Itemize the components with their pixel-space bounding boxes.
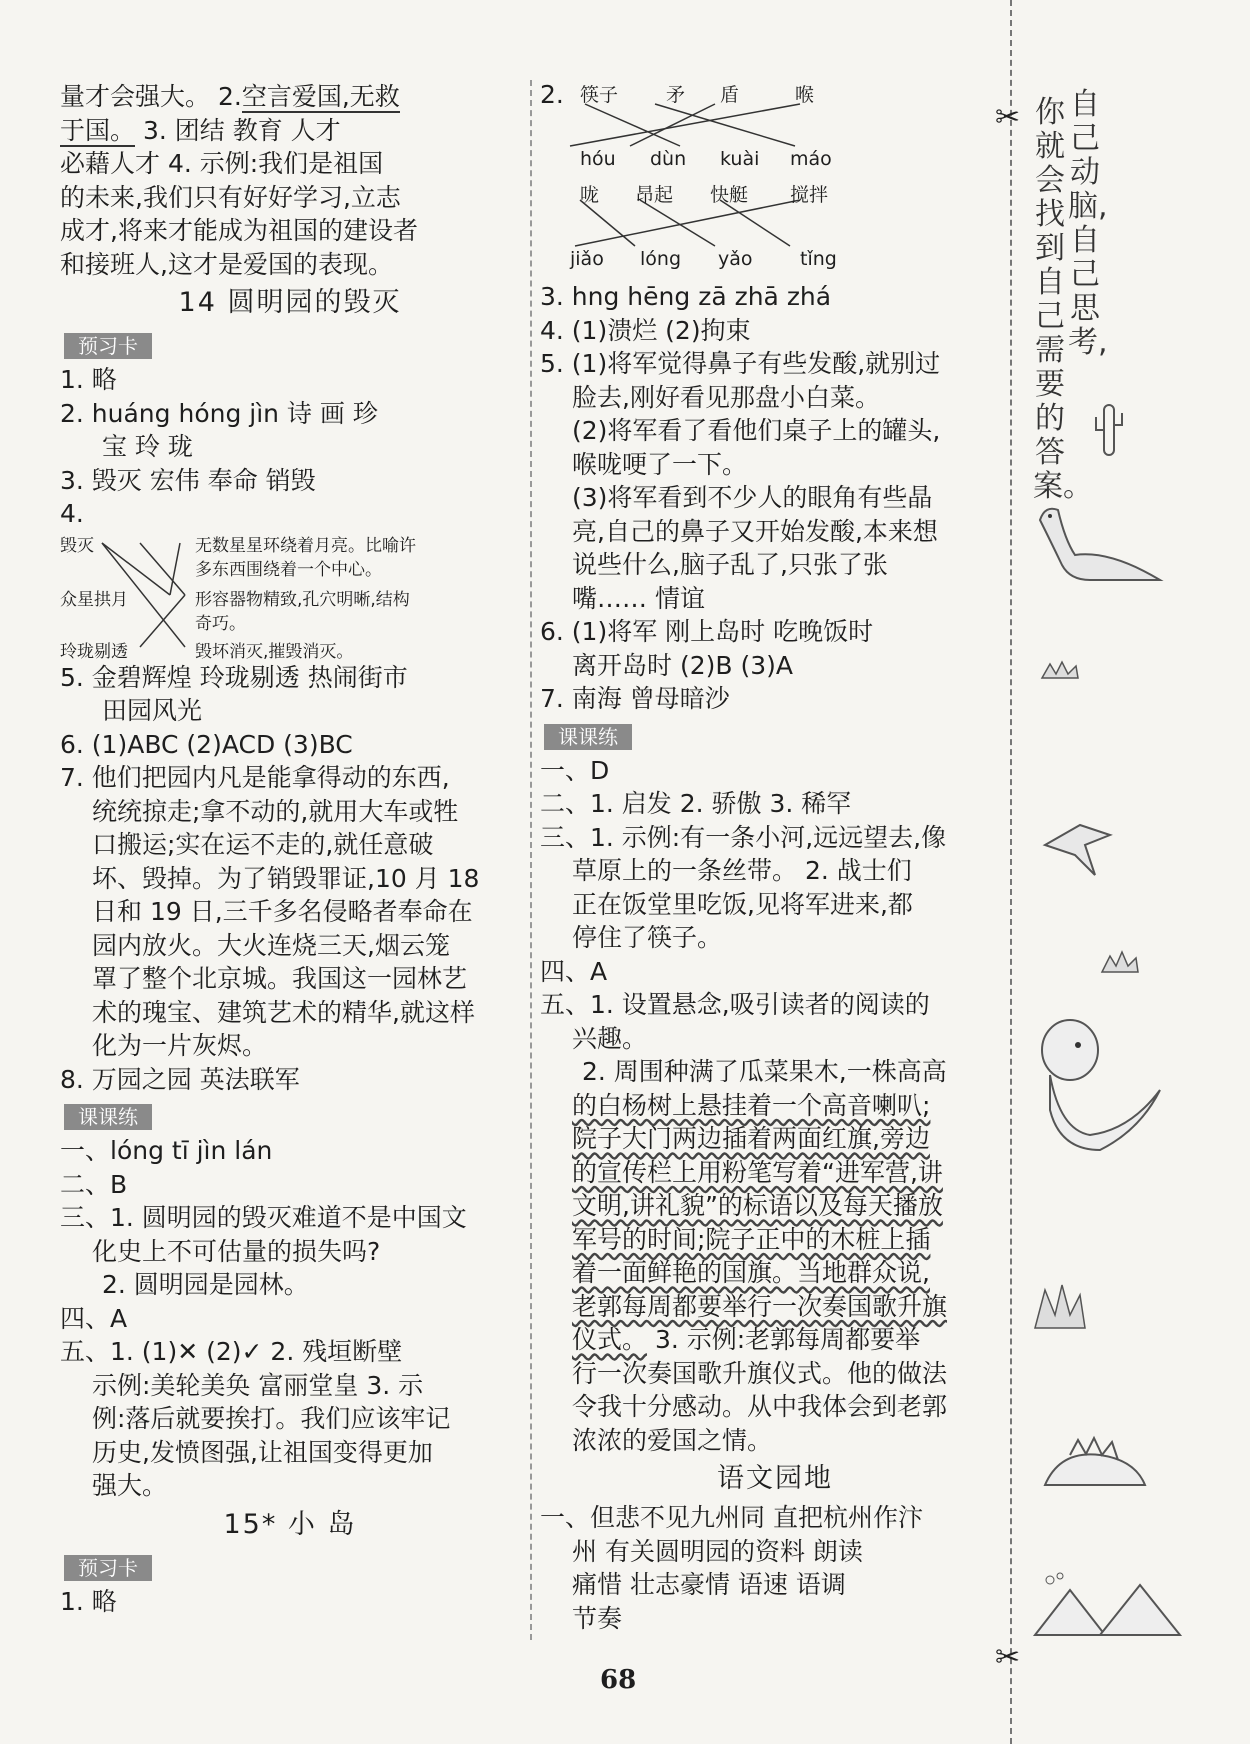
wavy-underlined-text: 军号的时间;院子正中的木桩上插 — [572, 1224, 931, 1254]
text-line: 6. (1)将军 刚上岛时 吃晚饭时 — [540, 617, 874, 646]
mountains-icon — [1030, 1570, 1190, 1640]
text-line: (2)将军看了看他们桌子上的罐头, — [572, 416, 941, 445]
text-line: 田园风光 — [102, 696, 203, 725]
text-line: 行一次奏国歌升旗仪式。他的做法 — [572, 1358, 948, 1388]
text-line: 二、B — [60, 1169, 128, 1199]
column-divider — [530, 80, 533, 1640]
text-line: 统统掠走;拿不动的,就用大车或牲 — [92, 796, 459, 826]
text-line: 令我十分感动。从中我体会到老郭 — [572, 1392, 948, 1421]
word: 搅拌 — [790, 184, 829, 206]
side-slogan: 自己动脑,自己思考, — [1068, 87, 1108, 360]
text-line: 历史,发愤图强,让祖国变得更加 — [92, 1437, 433, 1467]
section-tag: 预习卡 — [64, 333, 152, 359]
text-line: 2. 圆明园是园林。 — [102, 1270, 309, 1299]
section-title: 语文园地 — [717, 1463, 833, 1494]
text-line: 4. — [60, 499, 84, 528]
text-line: 7. 他们把园内凡是能拿得动的东西, — [60, 763, 450, 792]
section-tag: 课课练 — [544, 724, 632, 750]
section-tag: 预习卡 — [64, 1555, 152, 1581]
text-line: 化为一片灰烬。 — [92, 1031, 268, 1060]
text-line: 节奏 — [572, 1603, 623, 1633]
text-line: 五、1. 设置悬念,吸引读者的阅读的 — [540, 990, 930, 1019]
word: 咙 — [580, 184, 600, 206]
underlined-text: 空言爱国,无救 — [241, 82, 400, 111]
text-line: 正在饭堂里吃饭,见将军进来,都 — [572, 889, 913, 919]
text-line: 说些什么,脑子乱了,只张了张 — [572, 550, 888, 579]
match-term: 众星拱月 — [60, 589, 128, 610]
text-line: 停住了筷子。 — [572, 923, 723, 952]
page-number: 68 — [600, 1665, 637, 1695]
text-line — [60, 114, 520, 148]
wavy-underlined-text: 着一面鲜艳的国旗。当地群众说, — [572, 1258, 930, 1287]
text-line — [540, 1290, 1010, 1324]
right-column — [540, 80, 1010, 1635]
text-line: 成才,将来才能成为祖国的建设者 — [60, 216, 418, 245]
match-term: 毁灭 — [60, 535, 94, 556]
stegosaurus-icon — [1040, 1430, 1150, 1500]
text-line: 1. 略 — [60, 365, 117, 394]
wavy-underlined-text: 的宣传栏上用粉笔写着“进军营,讲 — [572, 1157, 943, 1187]
match-term: 玲珑剔透 — [60, 641, 128, 662]
pinyin: lóng — [640, 248, 682, 270]
text-line — [540, 1323, 1010, 1357]
pinyin: máo — [790, 148, 832, 170]
wavy-underlined-text: 仪式。 — [572, 1325, 648, 1354]
wavy-underlined-text: 院子大门两边插着两面红旗,旁边 — [572, 1124, 930, 1153]
matching-lines — [540, 80, 1010, 280]
text: 3. 示例:老郭每周都要举 — [647, 1325, 921, 1354]
text-line: 和接班人,这才是爱国的表现。 — [60, 249, 393, 279]
match-definition: 毁坏消灭,摧毁消灭。 — [195, 641, 354, 662]
text-line: 浓浓的爱国之情。 — [572, 1425, 773, 1455]
text-line: 四、A — [60, 1303, 128, 1333]
text-line: 示例:美轮美奂 富丽堂皇 3. 示 — [92, 1370, 424, 1400]
cut-line — [1010, 0, 1013, 1744]
text-line: 兴趣。 — [572, 1023, 648, 1053]
lesson-title: 15* 小 岛 — [223, 1508, 357, 1540]
pinyin: hóu — [580, 148, 616, 170]
text-line: 草原上的一条丝带。 2. 战士们 — [572, 856, 912, 885]
text-line — [540, 1189, 1010, 1223]
left-column — [60, 80, 520, 1618]
pterosaur-icon — [1040, 815, 1120, 885]
text-line: 8. 万园之园 英法联军 — [60, 1064, 300, 1094]
word: 筷子 — [580, 84, 619, 106]
match-definition: 多东西围绕着一个中心。 — [195, 559, 382, 580]
match-definition: 奇巧。 — [195, 613, 246, 634]
text-line: 1. 略 — [60, 1586, 117, 1616]
text-line: 2. huáng hóng jìn 诗 画 珍 — [60, 398, 378, 428]
text-line: 园内放火。大火连烧三天,烟云笼 — [92, 930, 450, 960]
text-line: 离开岛时 (2)B (3)A — [572, 650, 793, 680]
text-line: 脸去,刚好看见那盘小白菜。 — [572, 382, 880, 412]
pinyin: yǎo — [718, 248, 753, 270]
text-line: (3)将军看到不少人的眼角有些晶 — [572, 483, 933, 512]
pinyin: tǐng — [800, 248, 837, 270]
text-line — [540, 1122, 1010, 1156]
text-line — [540, 1223, 1010, 1257]
text-line: 三、1. 示例:有一条小河,远远望去,像 — [540, 822, 947, 852]
text-line — [540, 1089, 1010, 1123]
scissors-icon: ✂ — [995, 100, 1021, 135]
text-line: 3. 毁灭 宏伟 奉命 销毁 — [60, 465, 316, 495]
word: 喉 — [795, 84, 815, 106]
match-definition: 无数星星环绕着月亮。比喻许 — [195, 535, 416, 556]
pinyin-matching-exercise — [540, 80, 1010, 280]
text-line: 一、但悲不见九州同 直把杭州作汴 — [540, 1503, 923, 1532]
match-definition: 形容器物精致,孔穴明晰,结构 — [195, 589, 410, 610]
text-line — [540, 1156, 1010, 1190]
underlined-text: 于国。 — [60, 115, 136, 145]
text-line: 一、lóng tī jìn lán — [60, 1136, 273, 1165]
text-line: 亮,自己的鼻子又开始发酸,本来想 — [572, 516, 938, 546]
text-line: 痛惜 壮志豪情 语速 语调 — [572, 1570, 846, 1599]
text-line: 嘴…… 情谊 — [572, 583, 705, 613]
text: 量才会强大。 2. — [60, 82, 242, 111]
text-line: 四、A — [540, 956, 608, 986]
text-line: 化史上不可估量的损失吗? — [92, 1236, 381, 1266]
text-line: 2. 周围种满了瓜菜果木,一株高高 — [582, 1057, 947, 1086]
cactus-icon — [1090, 395, 1130, 465]
text: 3. 团结 教育 人才 — [135, 115, 341, 145]
word: 昂起 — [635, 184, 674, 206]
wavy-underlined-text: 文明,讲礼貌”的标语以及每天播放 — [572, 1191, 943, 1220]
text-line: 罩了整个北京城。我国这一园林艺 — [92, 964, 468, 993]
lesson-title: 14 圆明园的毁灭 — [178, 287, 402, 318]
text-line — [60, 80, 520, 114]
grass-icon — [1100, 950, 1140, 974]
text-line: 5. 金碧辉煌 玲珑剔透 热闹街市 — [60, 662, 408, 692]
side-slogan: 你就会找到自己需要的答案。 — [1033, 95, 1093, 504]
text-line: 州 有关圆明园的资料 朗读 — [572, 1536, 863, 1566]
plant-icon — [1030, 1280, 1090, 1330]
text-line: 坏、毁掉。为了销毁罪证,10 月 18 — [92, 863, 480, 893]
text-line — [540, 1256, 1010, 1290]
text-line: 4. (1)溃烂 (2)拘束 — [540, 315, 751, 345]
wavy-underlined-text: 的白杨树上悬挂着一个高音喇叭; — [572, 1090, 931, 1120]
pinyin: jiǎo — [570, 248, 604, 270]
scissors-icon: ✂ — [995, 1640, 1021, 1675]
text-line: 二、1. 启发 2. 骄傲 3. 稀罕 — [540, 789, 852, 818]
dinosaur-icon — [1030, 1010, 1170, 1160]
text-line: 三、1. 圆明园的毁灭难道不是中国文 — [60, 1203, 467, 1232]
text-line: 的未来,我们只有好好学习,立志 — [60, 182, 401, 212]
text-line: 强大。 — [92, 1471, 168, 1500]
text-line: 例:落后就要挨打。我们应该牢记 — [92, 1404, 451, 1433]
question-number: 2. — [540, 80, 564, 109]
word: 盾 — [720, 84, 740, 106]
text-line: 日和 19 日,三千多名侵略者奉命在 — [92, 897, 473, 926]
dinosaur-icon — [1030, 500, 1170, 590]
word: 快艇 — [710, 184, 749, 206]
text-line: 6. (1)ABC (2)ACD (3)BC — [60, 729, 353, 759]
matching-exercise — [60, 531, 520, 661]
text-line: 术的瑰宝、建筑艺术的精华,就这样 — [92, 997, 475, 1027]
text-line: 3. hng hēng zā zhā zhá — [540, 282, 832, 311]
wavy-underlined-text: 老郭每周都要举行一次奏国歌升旗 — [572, 1291, 948, 1321]
pinyin: kuài — [720, 148, 760, 170]
text-line: 7. 南海 曾母暗沙 — [540, 684, 730, 713]
grass-icon — [1040, 660, 1080, 680]
text-line: 五、1. (1)✕ (2)✓ 2. 残垣断壁 — [60, 1337, 403, 1366]
text-line: 必藉人才 4. 示例:我们是祖国 — [60, 149, 384, 178]
text-line: 喉咙哽了一下。 — [572, 449, 748, 479]
section-tag: 课课练 — [64, 1104, 152, 1130]
word: 矛 — [666, 84, 686, 106]
pinyin: dùn — [650, 148, 687, 170]
text-line: 5. (1)将军觉得鼻子有些发酸,就别过 — [540, 349, 941, 378]
text-line: 口搬运;实在运不走的,就任意破 — [92, 830, 434, 859]
text-line: 一、D — [540, 755, 610, 785]
text-line: 宝 玲 珑 — [102, 432, 193, 461]
